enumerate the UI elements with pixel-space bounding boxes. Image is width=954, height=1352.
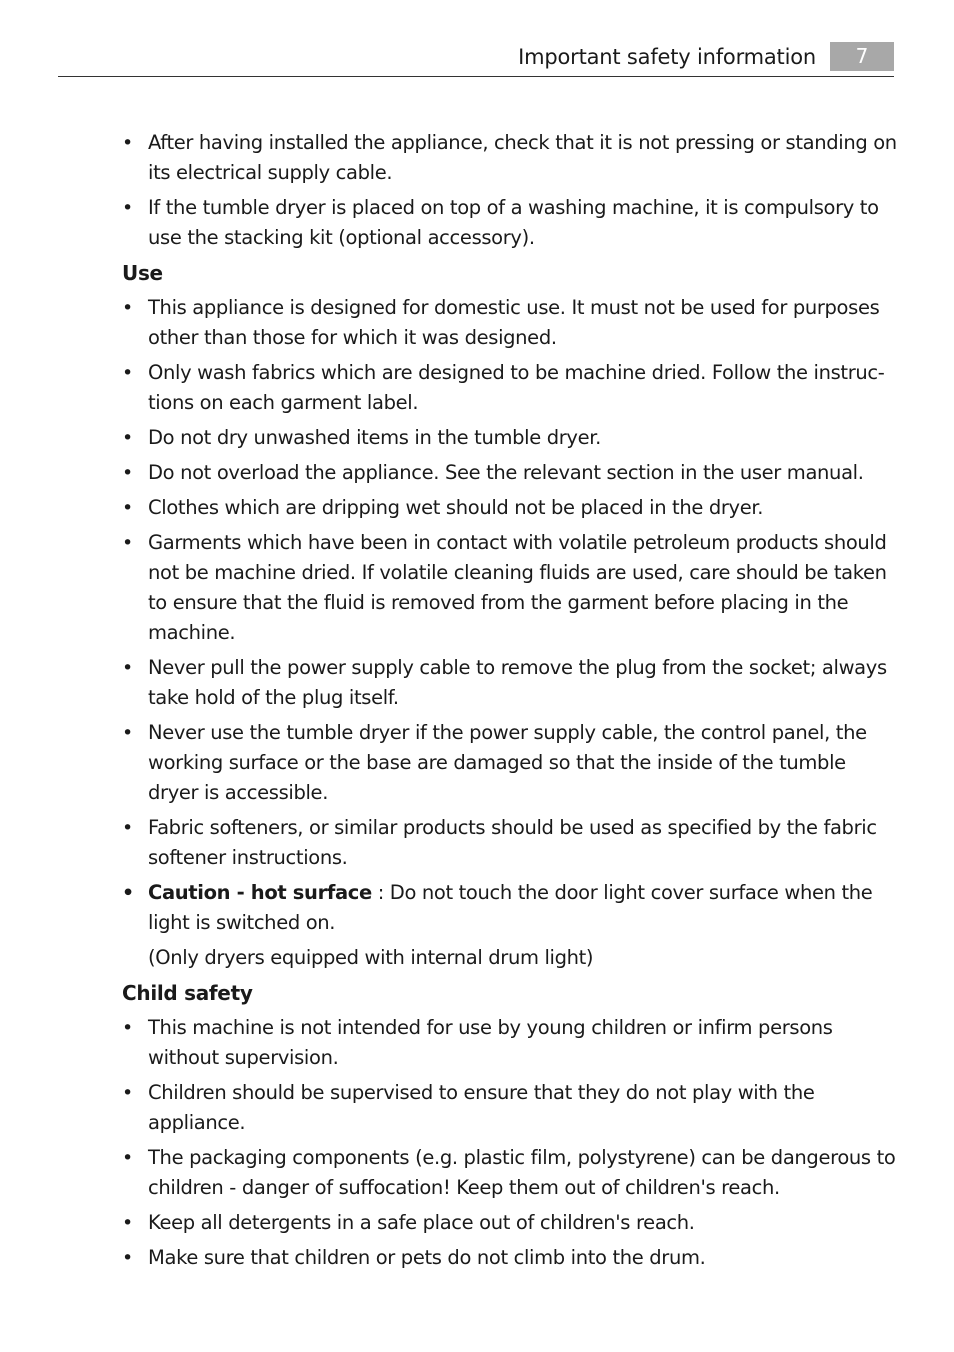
item-text: Clothes which are dripping wet should not be placed in the dryer. [148,496,764,519]
item-text: Never use the tumble dryer if the power supply cable, the control panel, the working surface or the base are damaged so that the inside of the tumble dryer is accessible. [148,721,867,804]
item-text: Keep all detergents in a safe place out of children's reach. [148,1211,695,1234]
item-text: Children should be supervised to ensure that they do not play with the appliance. [148,1081,815,1134]
bullet-icon: • [122,297,133,319]
bullet-icon: • [122,497,133,519]
caution-text: : Do not touch the door light cover surface when the light is switched on. [148,881,873,934]
item-text: Fabric softeners, or similar products should be used as specified by the fabric softener instructions. [148,816,877,869]
bullet-icon: • [122,1082,133,1104]
bullet-icon: • [122,197,133,219]
item-text: Garments which have been in contact with volatile petroleum products should not be machine dried. If volatile cleaning fluids are used, care should be taken to ensure that the fluid is removed from the garment before placing in the machine. [148,531,887,644]
list-item [122,718,898,808]
list-item [122,1143,898,1203]
bullet-icon: • [122,1212,133,1234]
item-text: After having installed the appliance, check that it is not pressing or standing on its electrical supply cable. [148,131,897,184]
list-item [122,458,898,488]
bullet-icon: • [122,817,133,839]
page-content [122,128,898,1278]
child-safety-list [122,1013,898,1273]
list-item [122,193,898,253]
bullet-icon: • [122,132,133,154]
list-item [122,1243,898,1273]
list-item [122,493,898,523]
list-item [122,1013,898,1073]
list-item [122,653,898,713]
use-list [122,293,898,938]
list-item [122,293,898,353]
page-number: 7 [830,42,894,71]
item-text: The packaging components (e.g. plastic film, polystyrene) can be dangerous to children - danger of suffocation! Keep them out of children's reach. [148,1146,896,1199]
bullet-icon: • [122,1017,133,1039]
bullet-icon: • [122,1147,133,1169]
list-item [122,1078,898,1138]
list-item [122,423,898,453]
item-text: This machine is not intended for use by young children or infirm persons without supervision. [148,1016,833,1069]
bullet-icon: • [122,532,133,554]
item-text: Make sure that children or pets do not climb into the drum. [148,1246,706,1269]
bullet-icon: • [122,722,133,744]
bullet-icon: • [122,427,133,449]
list-item [122,1208,898,1238]
item-text: Only wash fabrics which are designed to be machine dried. Follow the instruc-tions on each garment label. [148,361,885,414]
install-list [122,128,898,253]
caution-item [122,878,898,938]
bullet-icon: • [122,462,133,484]
item-text: Do not overload the appliance. See the relevant section in the user manual. [148,461,864,484]
list-item [122,813,898,873]
drum-light-note: (Only dryers equipped with internal drum light) [148,946,594,969]
use-heading: Use [122,261,163,285]
item-text: Never pull the power supply cable to remove the plug from the socket; always take hold of the plug itself. [148,656,887,709]
item-text: Do not dry unwashed items in the tumble dryer. [148,426,601,449]
bullet-icon: • [122,362,133,384]
header-title: Important safety information [518,45,816,69]
caution-label: Caution - hot surface [148,881,372,904]
child-safety-heading: Child safety [122,981,253,1005]
item-text: If the tumble dryer is placed on top of a washing machine, it is compulsory to use the stacking kit (optional accessory). [148,196,879,249]
item-text: This appliance is designed for domestic use. It must not be used for purposes other than those for which it was designed. [148,296,880,349]
bullet-icon: • [122,882,134,904]
bullet-icon: • [122,1247,133,1269]
page-header [58,40,894,77]
list-item [122,128,898,188]
list-item [122,528,898,648]
bullet-icon: • [122,657,133,679]
list-item [122,358,898,418]
